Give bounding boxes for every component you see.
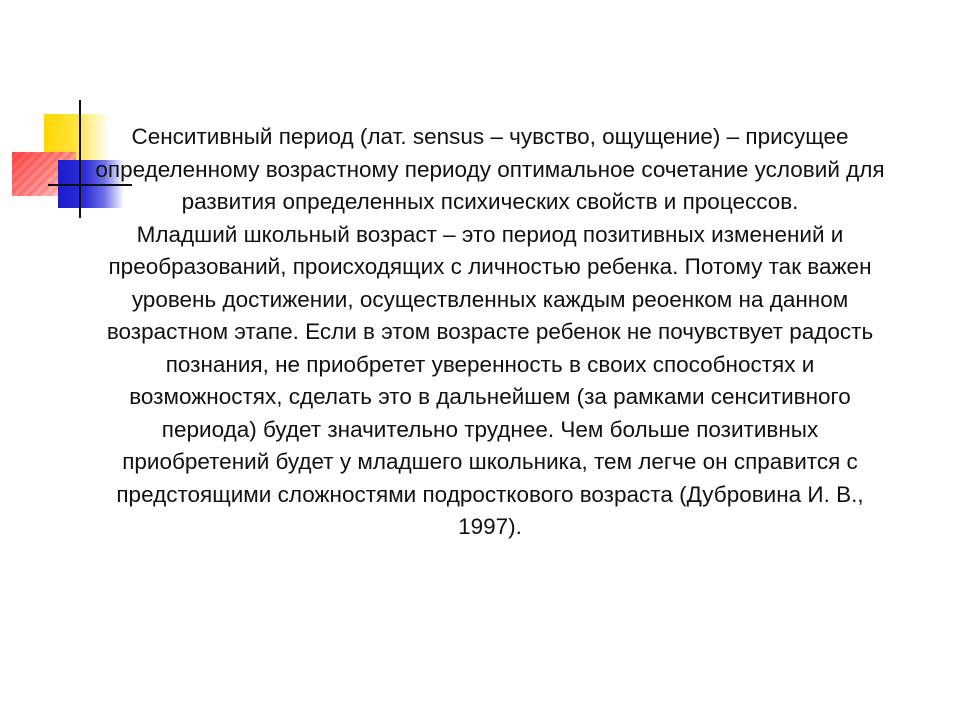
slide-body-text [90,121,890,544]
vertical-line [79,100,81,218]
primary-school-age-paragraph: Младший школьный возраст – это период позитивных изменений и преобразований, происходящих с личностью ребенка. Потому так важен уровень достижении, осуществленных каждым реоенком на данном возрастном этапе. Если в этом возрасте ребенок не почувствует радость познания, не приобретет уверенность в своих способностях и возможностях, сделать это в дальнейшем (за рамками сенситивного периода) будет значительно труднее. Чем больше позитивных приобретений будет у младшего школьника, тем легче он справится с предстоящими сложностями подросткового возраста (Дубровина И. В., 1997). [106,221,874,539]
definition-paragraph: Сенситивный период (лат. sensus – чувство, ощущение) – присущее определенному возрастному периоду оптимальное сочетание условий для развития определенных психических свойств и процессов. [95,124,885,214]
